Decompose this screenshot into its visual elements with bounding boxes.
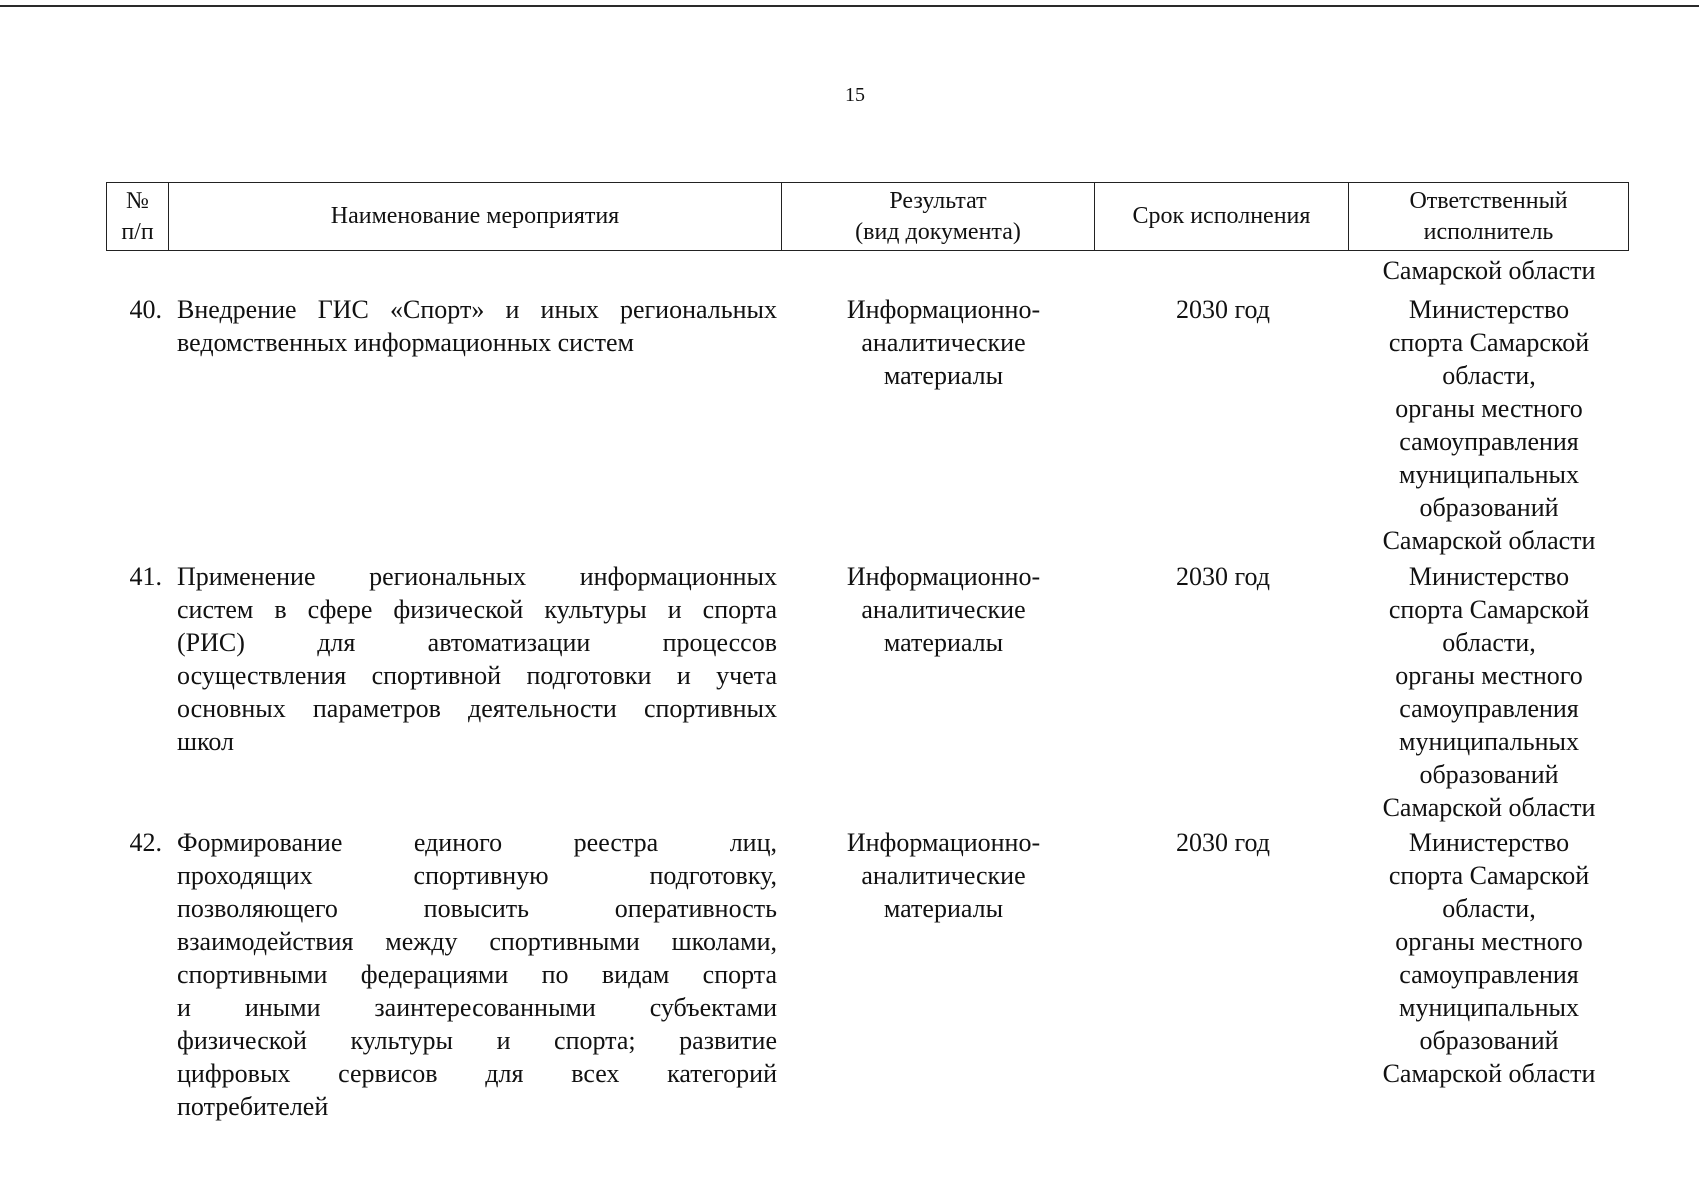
row-result xyxy=(801,826,1086,925)
row-name-line: Применение региональных информационных xyxy=(177,562,777,591)
row-responsible xyxy=(1349,826,1629,1090)
row-responsible-line: области, xyxy=(1442,628,1536,657)
row-name-line: физической культуры и спорта; развитие xyxy=(177,1026,777,1055)
row-responsible-line: спорта Самарской xyxy=(1388,328,1590,357)
row-result xyxy=(801,293,1086,392)
row-result xyxy=(801,560,1086,659)
row-name xyxy=(177,826,777,1123)
header-responsible: Ответственный исполнитель xyxy=(1409,187,1568,245)
row-responsible xyxy=(1349,293,1629,557)
row-responsible-line: муниципальных xyxy=(1398,993,1579,1022)
row-responsible-line: образований xyxy=(1419,493,1559,522)
row-name-line: Формирование единого реестра лиц, xyxy=(177,828,777,857)
row-responsible-line: Самарской области xyxy=(1382,1059,1596,1088)
row-result-line: материалы xyxy=(883,894,1004,923)
row-responsible-line: муниципальных xyxy=(1398,460,1579,489)
row-name-line: и иными заинтересованными субъектами xyxy=(177,993,777,1022)
row-responsible-line: органы местного xyxy=(1395,661,1583,690)
row-result-line: аналитические xyxy=(861,595,1026,624)
row-responsible xyxy=(1349,560,1629,824)
row-term: 2030 год xyxy=(1176,295,1270,324)
row-name-line: потребителей xyxy=(177,1092,329,1121)
table-header xyxy=(106,182,1629,251)
row-responsible-line: образований xyxy=(1419,760,1559,789)
row-name-line: цифровых сервисов для всех категорий xyxy=(177,1059,777,1088)
page-number: 15 xyxy=(845,84,865,106)
row-name-line: ведомственных информационных систем xyxy=(177,328,634,357)
top-rule xyxy=(0,5,1699,7)
row-result-line: материалы xyxy=(883,361,1004,390)
row-result-line: материалы xyxy=(883,628,1004,657)
row-name xyxy=(177,293,777,359)
row-result-line: аналитические xyxy=(861,328,1026,357)
row-responsible-line: области, xyxy=(1442,361,1536,390)
header-result: Результат (вид документа) xyxy=(782,183,1095,250)
row-name-line: (РИС) для автоматизации процессов xyxy=(177,628,777,657)
row-name-line: взаимодействия между спортивными школами, xyxy=(177,927,777,956)
row-result-line: Информационно- xyxy=(846,562,1041,591)
row-responsible-line: муниципальных xyxy=(1398,727,1579,756)
row-name-line: основных параметров деятельности спортивных xyxy=(177,694,777,723)
row-number: 40. xyxy=(129,295,162,324)
row-result-line: аналитические xyxy=(861,861,1026,890)
row-responsible-line: области, xyxy=(1442,894,1536,923)
row-result-line: Информационно- xyxy=(846,828,1041,857)
row-responsible-line: спорта Самарской xyxy=(1388,595,1590,624)
row-responsible-line: органы местного xyxy=(1395,927,1583,956)
row-responsible-line: Министерство xyxy=(1408,828,1570,857)
row-name-line: проходящих спортивную подготовку, xyxy=(177,861,777,890)
header-num: № п/п xyxy=(107,183,169,250)
row-result-line: Информационно- xyxy=(846,295,1041,324)
row-name-line: Внедрение ГИС «Спорт» и иных региональных xyxy=(177,295,777,324)
row-responsible-line: спорта Самарской xyxy=(1388,861,1590,890)
row-responsible-line: Самарской области xyxy=(1382,793,1596,822)
row-responsible-line: самоуправления xyxy=(1399,427,1579,456)
row-responsible-line: Министерство xyxy=(1408,295,1570,324)
header-term: Срок исполнения xyxy=(1095,183,1349,250)
row-name-line: позволяющего повысить оперативность xyxy=(177,894,777,923)
row-term: 2030 год xyxy=(1176,828,1270,857)
row-responsible-line: органы местного xyxy=(1395,394,1583,423)
row-term: 2030 год xyxy=(1176,562,1270,591)
row-name-line: спортивными федерациями по видам спорта xyxy=(177,960,777,989)
row-name-line: школ xyxy=(177,727,234,756)
row-number: 41. xyxy=(129,562,162,591)
row-number: 42. xyxy=(129,828,162,857)
row-responsible-line: Министерство xyxy=(1408,562,1570,591)
row-responsible-line: самоуправления xyxy=(1399,960,1579,989)
row-responsible-line: образований xyxy=(1419,1026,1559,1055)
row-name xyxy=(177,560,777,758)
row-name-line: осуществления спортивной подготовки и учета xyxy=(177,661,777,690)
row-name-line: систем в сфере физической культуры и спорта xyxy=(177,595,777,624)
carry-over-text: Самарской области xyxy=(1382,256,1596,285)
header-name: Наименование мероприятия xyxy=(169,183,782,250)
row-responsible-line: самоуправления xyxy=(1399,694,1579,723)
row-responsible-line: Самарской области xyxy=(1382,526,1596,555)
